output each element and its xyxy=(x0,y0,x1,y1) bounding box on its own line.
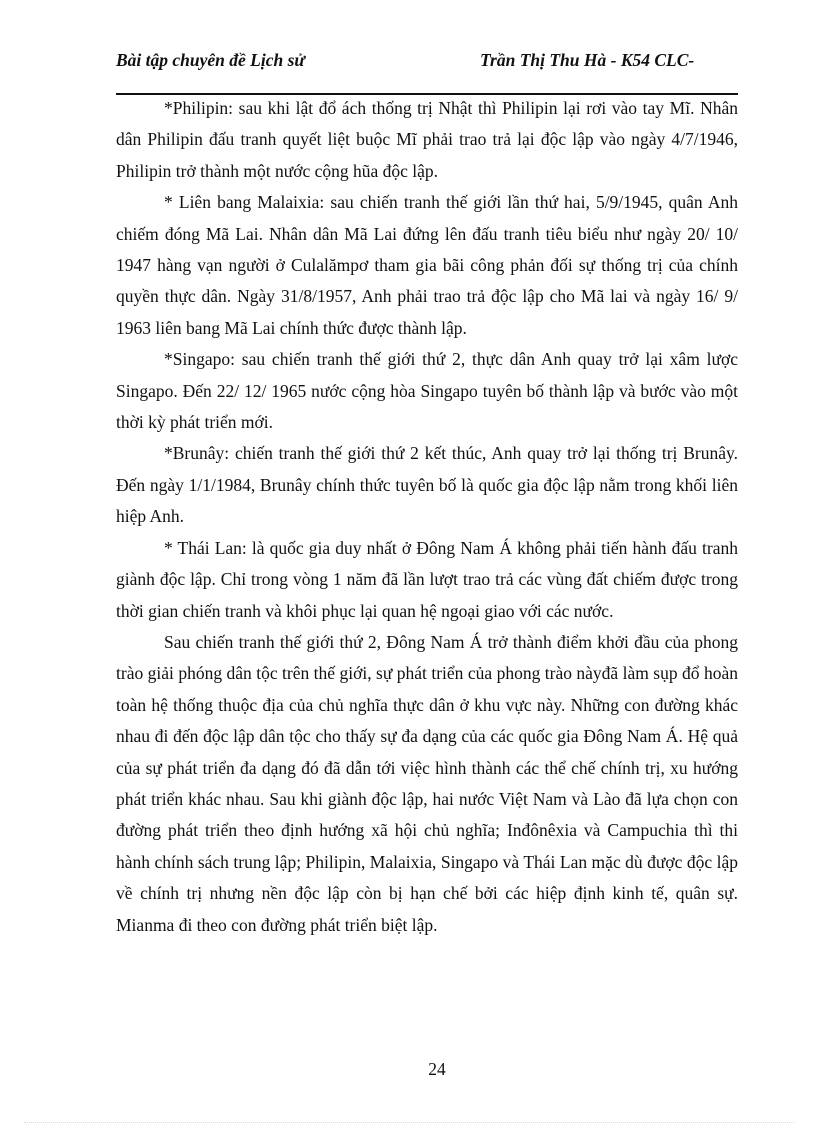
page-header xyxy=(116,50,736,94)
paragraph-thai-lan: * Thái Lan: là quốc gia duy nhất ở Đông Nam Á không phải tiến hành đấu tranh giành độc lập. Chỉ trong vòng 1 năm đã lần lượt trao trả các vùng đất chiếm được trong thời gian chiến tranh và khôi phục lại quan hệ ngoại giao với các nước. xyxy=(116,537,738,621)
document-body xyxy=(116,93,738,941)
paragraph-brunay: *Brunây: chiến tranh thế giới thứ 2 kết thúc, Anh quay trở lại thống trị Brunây. Đến ngày 1/1/1984, Brunây chính thức tuyên bố là quốc gia độc lập nằm trong khối liên hiệp Anh. xyxy=(116,443,738,527)
paragraph-summary: Sau chiến tranh thế giới thứ 2, Đông Nam Á trở thành điểm khởi đầu của phong trào giải phóng dân tộc trên thế giới, sự phát triển của phong trào nàyđã làm sụp đổ hoàn toàn hệ thống thuộc địa của chủ nghĩa thực dân ở khu vực này. Những con đường khác nhau đi đến độc lập dân tộc cho thấy sự đa dạng của các quốc gia Đông Nam Á. Hệ quả của sự phát triển đa dạng đó đã dẫn tới việc hình thành các thể chế chính trị, xu hướng phát triển khác nhau. Sau khi giành độc lập, hai nước Việt Nam và Lào đã lựa chọn con đường phát triển theo định hướng xã hội chủ nghĩa; Inđônêxia và Campuchia thì thi hành chính sách trung lập; Philipin, Malaixia, Singapo và Thái Lan mặc dù được độc lập về chính trị nhưng nền độc lập còn bị hạn chế bởi các hiệp định kinh tế, quân sự. Mianma đi theo con đường phát triển biệt lập. xyxy=(116,631,738,935)
header-author: Trần Thị Thu Hà - K54 CLC- xyxy=(480,50,695,70)
page-number: 24 xyxy=(428,1059,446,1079)
paragraph-malaixia: * Liên bang Malaixia: sau chiến tranh thế giới lần thứ hai, 5/9/1945, quân Anh chiếm đóng Mã Lai. Nhân dân Mã Lai đứng lên đấu tranh tiêu biểu như ngày 20/ 10/ 1947 hàng vạn người ở Culalămpơ tham gia bãi công phản đối sự thống trị của chính quyền thực dân. Ngày 31/8/1957, Anh phải trao trả độc lập cho Mã lai và ngày 16/ 9/ 1963 liên bang Mã Lai chính thức được thành lập. xyxy=(116,192,738,338)
paragraph-philipin: *Philipin: sau khi lật đổ ách thống trị Nhật thì Philipin lại rơi vào tay Mĩ. Nhân dân Philipin đấu tranh quyết liệt buộc Mĩ phải trao trả lại độc lập vào ngày 4/7/1946, Philipin trở thành một nước cộng hũa độc lập. xyxy=(116,98,738,181)
header-course-title: Bài tập chuyên đề Lịch sử xyxy=(116,50,305,70)
paragraph-singapo: *Singapo: sau chiến tranh thế giới thứ 2, thực dân Anh quay trở lại xâm lược Singapo. Đến 22/ 12/ 1965 nước cộng hòa Singapo tuyên bố thành lập và bước vào một thời kỳ phát triển mới. xyxy=(116,349,738,433)
